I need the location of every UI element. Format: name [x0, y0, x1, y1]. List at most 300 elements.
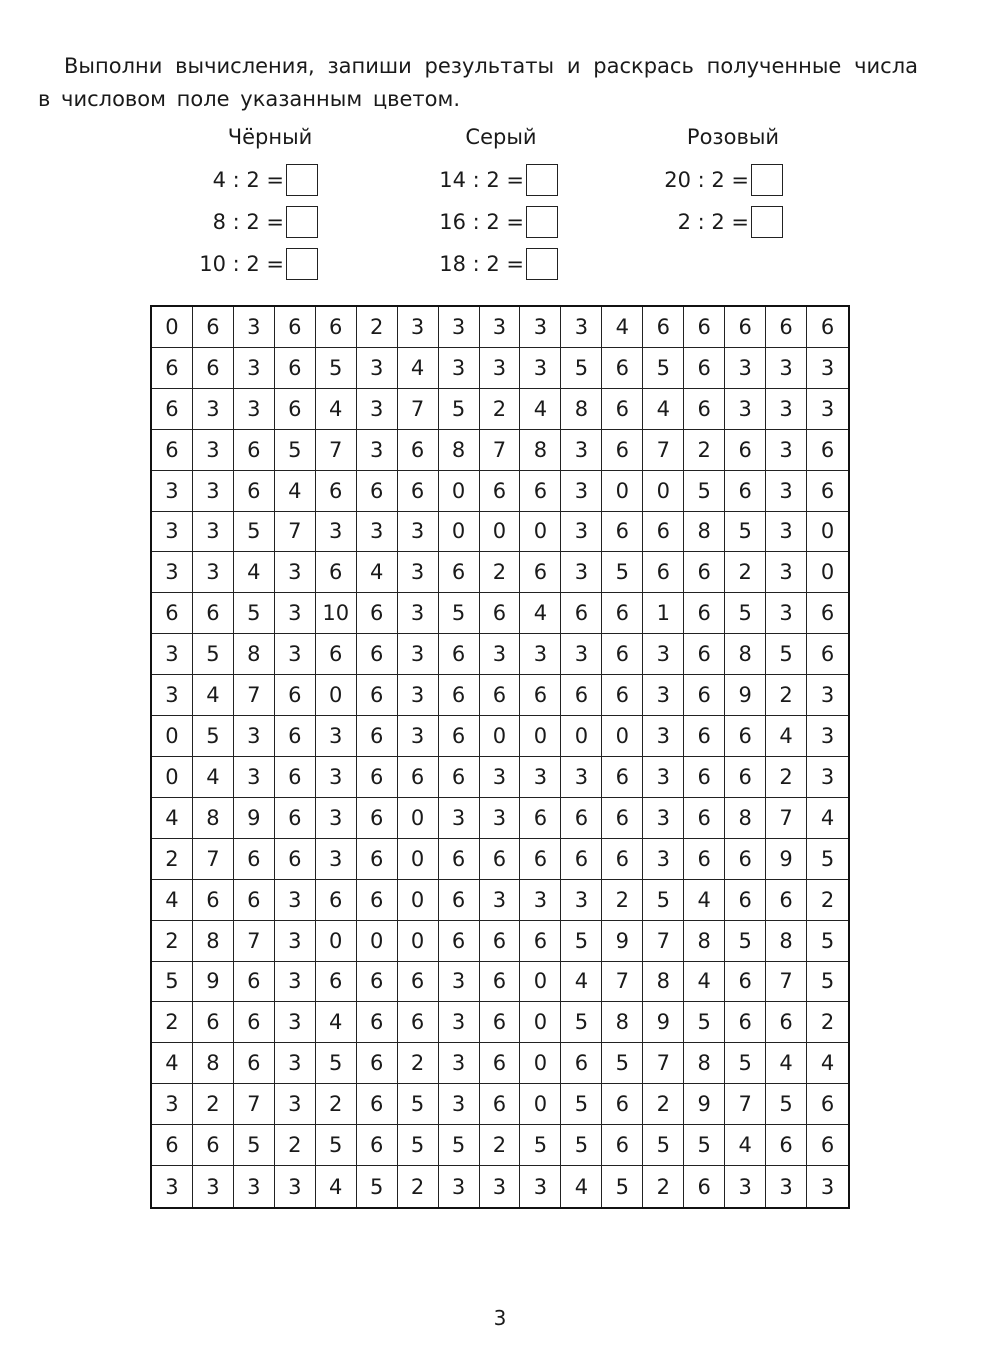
grid-cell[interactable]: 6	[480, 839, 521, 880]
grid-cell[interactable]: 3	[316, 798, 357, 839]
grid-cell[interactable]: 6	[234, 962, 275, 1003]
grid-cell[interactable]: 6	[439, 634, 480, 675]
grid-cell[interactable]: 0	[316, 921, 357, 962]
grid-cell[interactable]: 2	[643, 1166, 684, 1207]
grid-cell[interactable]: 5	[561, 1002, 602, 1043]
grid-cell[interactable]: 0	[398, 880, 439, 921]
grid-cell[interactable]: 5	[439, 593, 480, 634]
grid-cell[interactable]: 7	[234, 921, 275, 962]
grid-cell[interactable]: 4	[193, 757, 234, 798]
grid-cell[interactable]: 1	[643, 593, 684, 634]
grid-cell[interactable]: 6	[357, 634, 398, 675]
grid-cell[interactable]: 5	[561, 1084, 602, 1125]
grid-cell[interactable]: 0	[316, 675, 357, 716]
answer-box[interactable]	[526, 164, 558, 196]
grid-cell[interactable]: 3	[398, 675, 439, 716]
grid-cell[interactable]: 6	[480, 921, 521, 962]
grid-cell[interactable]: 6	[357, 1002, 398, 1043]
grid-cell[interactable]: 3	[357, 348, 398, 389]
grid-cell[interactable]: 6	[357, 1084, 398, 1125]
grid-cell[interactable]: 8	[725, 798, 766, 839]
grid-cell[interactable]: 6	[684, 839, 725, 880]
grid-cell[interactable]: 3	[152, 1084, 193, 1125]
grid-cell[interactable]: 6	[807, 1084, 848, 1125]
grid-cell[interactable]: 3	[643, 634, 684, 675]
grid-cell[interactable]: 2	[480, 1125, 521, 1166]
grid-cell[interactable]: 3	[193, 552, 234, 593]
grid-cell[interactable]: 7	[480, 430, 521, 471]
grid-cell[interactable]: 5	[152, 962, 193, 1003]
grid-cell[interactable]: 6	[439, 839, 480, 880]
grid-cell[interactable]: 6	[725, 716, 766, 757]
grid-cell[interactable]: 8	[766, 921, 807, 962]
grid-cell[interactable]: 0	[561, 716, 602, 757]
grid-cell[interactable]: 2	[316, 1084, 357, 1125]
grid-cell[interactable]: 3	[316, 839, 357, 880]
grid-cell[interactable]: 6	[480, 1084, 521, 1125]
grid-cell[interactable]: 3	[643, 716, 684, 757]
grid-cell[interactable]: 3	[480, 880, 521, 921]
grid-cell[interactable]: 8	[725, 634, 766, 675]
grid-cell[interactable]: 3	[520, 757, 561, 798]
grid-cell[interactable]: 6	[725, 1002, 766, 1043]
grid-cell[interactable]: 6	[275, 839, 316, 880]
grid-cell[interactable]: 6	[602, 675, 643, 716]
grid-cell[interactable]: 3	[725, 1166, 766, 1207]
grid-cell[interactable]: 5	[561, 1125, 602, 1166]
grid-cell[interactable]: 10	[316, 593, 357, 634]
grid-cell[interactable]: 6	[602, 389, 643, 430]
answer-box[interactable]	[286, 248, 318, 280]
grid-cell[interactable]: 6	[193, 1002, 234, 1043]
grid-cell[interactable]: 3	[193, 389, 234, 430]
grid-cell[interactable]: 6	[684, 634, 725, 675]
grid-cell[interactable]: 0	[520, 512, 561, 553]
grid-cell[interactable]: 3	[725, 389, 766, 430]
grid-cell[interactable]: 2	[152, 839, 193, 880]
grid-cell[interactable]: 3	[439, 798, 480, 839]
grid-cell[interactable]: 3	[152, 1166, 193, 1207]
grid-cell[interactable]: 2	[643, 1084, 684, 1125]
grid-cell[interactable]: 3	[275, 552, 316, 593]
grid-cell[interactable]: 2	[152, 1002, 193, 1043]
grid-cell[interactable]: 7	[643, 921, 684, 962]
grid-cell[interactable]: 7	[643, 1043, 684, 1084]
grid-cell[interactable]: 2	[602, 880, 643, 921]
grid-cell[interactable]: 6	[275, 798, 316, 839]
grid-cell[interactable]: 3	[275, 921, 316, 962]
grid-cell[interactable]: 6	[807, 307, 848, 348]
grid-cell[interactable]: 6	[520, 471, 561, 512]
grid-cell[interactable]: 3	[807, 675, 848, 716]
grid-cell[interactable]: 6	[316, 962, 357, 1003]
grid-cell[interactable]: 0	[520, 716, 561, 757]
grid-cell[interactable]: 6	[520, 552, 561, 593]
grid-cell[interactable]: 8	[234, 634, 275, 675]
grid-cell[interactable]: 4	[316, 1002, 357, 1043]
grid-cell[interactable]: 2	[766, 675, 807, 716]
grid-cell[interactable]: 3	[152, 471, 193, 512]
grid-cell[interactable]: 9	[193, 962, 234, 1003]
grid-cell[interactable]: 6	[234, 1002, 275, 1043]
grid-cell[interactable]: 3	[439, 1043, 480, 1084]
grid-cell[interactable]: 6	[480, 593, 521, 634]
grid-cell[interactable]: 5	[684, 1125, 725, 1166]
grid-cell[interactable]: 4	[152, 798, 193, 839]
grid-cell[interactable]: 6	[357, 716, 398, 757]
grid-cell[interactable]: 2	[357, 307, 398, 348]
grid-cell[interactable]: 5	[602, 552, 643, 593]
grid-cell[interactable]: 6	[234, 430, 275, 471]
grid-cell[interactable]: 6	[725, 839, 766, 880]
grid-cell[interactable]: 5	[316, 1043, 357, 1084]
grid-cell[interactable]: 6	[480, 471, 521, 512]
grid-cell[interactable]: 3	[275, 962, 316, 1003]
grid-cell[interactable]: 9	[725, 675, 766, 716]
grid-cell[interactable]: 3	[766, 1166, 807, 1207]
grid-cell[interactable]: 3	[766, 348, 807, 389]
grid-cell[interactable]: 5	[807, 962, 848, 1003]
grid-cell[interactable]: 4	[807, 798, 848, 839]
grid-cell[interactable]: 3	[480, 757, 521, 798]
grid-cell[interactable]: 5	[602, 1166, 643, 1207]
grid-cell[interactable]: 3	[439, 962, 480, 1003]
grid-cell[interactable]: 6	[643, 552, 684, 593]
grid-cell[interactable]: 6	[357, 675, 398, 716]
grid-cell[interactable]: 5	[643, 1125, 684, 1166]
grid-cell[interactable]: 6	[561, 675, 602, 716]
grid-cell[interactable]: 3	[398, 593, 439, 634]
grid-cell[interactable]: 5	[439, 389, 480, 430]
grid-cell[interactable]: 6	[234, 1043, 275, 1084]
grid-cell[interactable]: 3	[561, 512, 602, 553]
grid-cell[interactable]: 5	[316, 1125, 357, 1166]
grid-cell[interactable]: 0	[398, 798, 439, 839]
grid-cell[interactable]: 0	[602, 716, 643, 757]
grid-cell[interactable]: 3	[316, 716, 357, 757]
grid-cell[interactable]: 0	[357, 921, 398, 962]
grid-cell[interactable]: 6	[561, 798, 602, 839]
grid-cell[interactable]: 5	[357, 1166, 398, 1207]
grid-cell[interactable]: 6	[602, 757, 643, 798]
grid-cell[interactable]: 6	[602, 1084, 643, 1125]
grid-cell[interactable]: 9	[643, 1002, 684, 1043]
grid-cell[interactable]: 3	[439, 307, 480, 348]
grid-cell[interactable]: 9	[602, 921, 643, 962]
grid-cell[interactable]: 4	[561, 1166, 602, 1207]
grid-cell[interactable]: 6	[684, 675, 725, 716]
grid-cell[interactable]: 3	[520, 348, 561, 389]
grid-cell[interactable]: 6	[807, 593, 848, 634]
grid-cell[interactable]: 4	[357, 552, 398, 593]
grid-cell[interactable]: 6	[480, 962, 521, 1003]
grid-cell[interactable]: 2	[684, 430, 725, 471]
grid-cell[interactable]: 6	[480, 1002, 521, 1043]
grid-cell[interactable]: 3	[520, 880, 561, 921]
grid-cell[interactable]: 6	[725, 430, 766, 471]
grid-cell[interactable]: 6	[439, 880, 480, 921]
answer-box[interactable]	[526, 248, 558, 280]
grid-cell[interactable]: 4	[725, 1125, 766, 1166]
grid-cell[interactable]: 8	[643, 962, 684, 1003]
grid-cell[interactable]: 6	[439, 716, 480, 757]
grid-cell[interactable]: 8	[520, 430, 561, 471]
grid-cell[interactable]: 6	[643, 512, 684, 553]
grid-cell[interactable]: 6	[520, 798, 561, 839]
grid-cell[interactable]: 0	[152, 757, 193, 798]
grid-cell[interactable]: 3	[766, 593, 807, 634]
grid-cell[interactable]: 3	[152, 675, 193, 716]
grid-cell[interactable]: 7	[602, 962, 643, 1003]
grid-cell[interactable]: 2	[807, 1002, 848, 1043]
grid-cell[interactable]: 6	[725, 757, 766, 798]
grid-cell[interactable]: 6	[398, 962, 439, 1003]
grid-cell[interactable]: 6	[561, 1043, 602, 1084]
grid-cell[interactable]: 6	[152, 389, 193, 430]
grid-cell[interactable]: 6	[766, 1125, 807, 1166]
grid-cell[interactable]: 7	[275, 512, 316, 553]
grid-cell[interactable]: 5	[398, 1084, 439, 1125]
grid-cell[interactable]: 3	[357, 430, 398, 471]
grid-cell[interactable]: 6	[602, 1125, 643, 1166]
grid-cell[interactable]: 6	[684, 1166, 725, 1207]
grid-cell[interactable]: 6	[602, 839, 643, 880]
grid-cell[interactable]: 6	[316, 471, 357, 512]
grid-cell[interactable]: 6	[193, 307, 234, 348]
grid-cell[interactable]: 0	[602, 471, 643, 512]
grid-cell[interactable]: 3	[193, 471, 234, 512]
grid-cell[interactable]: 3	[398, 307, 439, 348]
grid-cell[interactable]: 6	[193, 593, 234, 634]
grid-cell[interactable]: 2	[480, 389, 521, 430]
grid-cell[interactable]: 3	[807, 348, 848, 389]
grid-cell[interactable]: 2	[766, 757, 807, 798]
grid-cell[interactable]: 6	[520, 921, 561, 962]
grid-cell[interactable]: 6	[357, 593, 398, 634]
answer-box[interactable]	[286, 206, 318, 238]
grid-cell[interactable]: 0	[152, 716, 193, 757]
grid-cell[interactable]: 5	[725, 512, 766, 553]
grid-cell[interactable]: 0	[152, 307, 193, 348]
grid-cell[interactable]: 6	[398, 471, 439, 512]
grid-cell[interactable]: 3	[643, 757, 684, 798]
grid-cell[interactable]: 3	[234, 348, 275, 389]
grid-cell[interactable]: 3	[193, 430, 234, 471]
grid-cell[interactable]: 3	[398, 634, 439, 675]
grid-cell[interactable]: 8	[684, 1043, 725, 1084]
grid-cell[interactable]: 3	[807, 716, 848, 757]
grid-cell[interactable]: 8	[684, 512, 725, 553]
grid-cell[interactable]: 5	[643, 348, 684, 389]
grid-cell[interactable]: 7	[234, 1084, 275, 1125]
grid-cell[interactable]: 2	[398, 1043, 439, 1084]
grid-cell[interactable]: 3	[275, 593, 316, 634]
grid-cell[interactable]: 6	[766, 880, 807, 921]
grid-cell[interactable]: 6	[807, 430, 848, 471]
grid-cell[interactable]: 3	[275, 1166, 316, 1207]
grid-cell[interactable]: 3	[520, 307, 561, 348]
grid-cell[interactable]: 3	[152, 634, 193, 675]
grid-cell[interactable]: 6	[275, 389, 316, 430]
grid-cell[interactable]: 3	[561, 634, 602, 675]
grid-cell[interactable]: 3	[398, 552, 439, 593]
grid-cell[interactable]: 5	[725, 593, 766, 634]
grid-cell[interactable]: 6	[152, 348, 193, 389]
grid-cell[interactable]: 6	[561, 593, 602, 634]
grid-cell[interactable]: 6	[275, 675, 316, 716]
grid-cell[interactable]: 5	[234, 512, 275, 553]
grid-cell[interactable]: 5	[807, 839, 848, 880]
grid-cell[interactable]: 4	[152, 1043, 193, 1084]
grid-cell[interactable]: 0	[480, 716, 521, 757]
grid-cell[interactable]: 3	[193, 1166, 234, 1207]
grid-cell[interactable]: 6	[357, 798, 398, 839]
grid-cell[interactable]: 5	[520, 1125, 561, 1166]
grid-cell[interactable]: 6	[520, 675, 561, 716]
grid-cell[interactable]: 6	[234, 471, 275, 512]
grid-cell[interactable]: 3	[480, 798, 521, 839]
grid-cell[interactable]: 6	[684, 757, 725, 798]
grid-cell[interactable]: 0	[807, 512, 848, 553]
grid-cell[interactable]: 4	[398, 348, 439, 389]
grid-cell[interactable]: 8	[684, 921, 725, 962]
grid-cell[interactable]: 6	[684, 307, 725, 348]
grid-cell[interactable]: 3	[807, 389, 848, 430]
grid-cell[interactable]: 6	[316, 307, 357, 348]
grid-cell[interactable]: 0	[480, 512, 521, 553]
grid-cell[interactable]: 6	[725, 962, 766, 1003]
grid-cell[interactable]: 3	[643, 798, 684, 839]
grid-cell[interactable]: 0	[439, 471, 480, 512]
grid-cell[interactable]: 6	[807, 634, 848, 675]
grid-cell[interactable]: 3	[439, 348, 480, 389]
grid-cell[interactable]: 4	[684, 880, 725, 921]
grid-cell[interactable]: 6	[357, 880, 398, 921]
grid-cell[interactable]: 6	[357, 1043, 398, 1084]
grid-cell[interactable]: 3	[275, 1084, 316, 1125]
grid-cell[interactable]: 7	[766, 798, 807, 839]
grid-cell[interactable]: 3	[234, 716, 275, 757]
grid-cell[interactable]: 6	[275, 307, 316, 348]
grid-cell[interactable]: 4	[316, 389, 357, 430]
grid-cell[interactable]: 4	[520, 389, 561, 430]
grid-cell[interactable]: 6	[725, 471, 766, 512]
grid-cell[interactable]: 3	[275, 1002, 316, 1043]
grid-cell[interactable]: 3	[766, 512, 807, 553]
grid-cell[interactable]: 5	[766, 634, 807, 675]
grid-cell[interactable]: 3	[807, 757, 848, 798]
answer-box[interactable]	[526, 206, 558, 238]
grid-cell[interactable]: 2	[193, 1084, 234, 1125]
grid-cell[interactable]: 6	[193, 1125, 234, 1166]
grid-cell[interactable]: 6	[766, 307, 807, 348]
grid-cell[interactable]: 6	[193, 348, 234, 389]
grid-cell[interactable]: 0	[398, 839, 439, 880]
grid-cell[interactable]: 6	[398, 430, 439, 471]
grid-cell[interactable]: 5	[725, 921, 766, 962]
grid-cell[interactable]: 0	[439, 512, 480, 553]
grid-cell[interactable]: 3	[152, 512, 193, 553]
grid-cell[interactable]: 6	[602, 430, 643, 471]
grid-cell[interactable]: 4	[684, 962, 725, 1003]
grid-cell[interactable]: 6	[684, 593, 725, 634]
grid-cell[interactable]: 4	[520, 593, 561, 634]
grid-cell[interactable]: 0	[520, 962, 561, 1003]
grid-cell[interactable]: 3	[766, 552, 807, 593]
grid-cell[interactable]: 3	[275, 880, 316, 921]
grid-cell[interactable]: 6	[480, 1043, 521, 1084]
grid-cell[interactable]: 6	[357, 839, 398, 880]
grid-cell[interactable]: 8	[439, 430, 480, 471]
grid-cell[interactable]: 0	[520, 1002, 561, 1043]
grid-cell[interactable]: 6	[766, 1002, 807, 1043]
grid-cell[interactable]: 6	[234, 880, 275, 921]
grid-cell[interactable]: 3	[275, 634, 316, 675]
grid-cell[interactable]: 3	[275, 1043, 316, 1084]
grid-cell[interactable]: 6	[684, 389, 725, 430]
grid-cell[interactable]: 7	[766, 962, 807, 1003]
grid-cell[interactable]: 3	[520, 1166, 561, 1207]
grid-cell[interactable]: 6	[439, 921, 480, 962]
grid-cell[interactable]: 6	[152, 430, 193, 471]
grid-cell[interactable]: 6	[234, 839, 275, 880]
grid-cell[interactable]: 3	[725, 348, 766, 389]
grid-cell[interactable]: 6	[602, 798, 643, 839]
grid-cell[interactable]: 6	[602, 512, 643, 553]
grid-cell[interactable]: 6	[357, 471, 398, 512]
grid-cell[interactable]: 3	[561, 880, 602, 921]
grid-cell[interactable]: 6	[152, 1125, 193, 1166]
grid-cell[interactable]: 7	[193, 839, 234, 880]
grid-cell[interactable]: 0	[520, 1084, 561, 1125]
grid-cell[interactable]: 6	[684, 552, 725, 593]
grid-cell[interactable]: 6	[439, 757, 480, 798]
grid-cell[interactable]: 5	[602, 1043, 643, 1084]
grid-cell[interactable]: 5	[766, 1084, 807, 1125]
grid-cell[interactable]: 4	[807, 1043, 848, 1084]
grid-cell[interactable]: 6	[316, 634, 357, 675]
grid-cell[interactable]: 9	[234, 798, 275, 839]
grid-cell[interactable]: 4	[602, 307, 643, 348]
grid-cell[interactable]: 6	[357, 962, 398, 1003]
grid-cell[interactable]: 6	[643, 307, 684, 348]
grid-cell[interactable]: 3	[766, 471, 807, 512]
grid-cell[interactable]: 5	[316, 348, 357, 389]
grid-cell[interactable]: 7	[398, 389, 439, 430]
grid-cell[interactable]: 6	[152, 593, 193, 634]
grid-cell[interactable]: 4	[275, 471, 316, 512]
grid-cell[interactable]: 6	[398, 757, 439, 798]
grid-cell[interactable]: 4	[561, 962, 602, 1003]
grid-cell[interactable]: 3	[820, 1174, 835, 1199]
grid-cell[interactable]: 6	[602, 593, 643, 634]
grid-cell[interactable]: 5	[643, 880, 684, 921]
grid-cell[interactable]: 4	[152, 880, 193, 921]
grid-cell[interactable]: 3	[480, 348, 521, 389]
grid-cell[interactable]: 4	[234, 552, 275, 593]
grid-cell[interactable]: 3	[439, 1166, 480, 1207]
grid-cell[interactable]: 0	[520, 1043, 561, 1084]
grid-cell[interactable]: 6	[439, 675, 480, 716]
grid-cell[interactable]: 5	[234, 1125, 275, 1166]
grid-cell[interactable]: 8	[193, 1043, 234, 1084]
grid-cell[interactable]: 6	[439, 552, 480, 593]
grid-cell[interactable]: 6	[357, 757, 398, 798]
grid-cell[interactable]: 8	[561, 389, 602, 430]
grid-cell[interactable]: 2	[480, 552, 521, 593]
grid-cell[interactable]: 2	[275, 1125, 316, 1166]
grid-cell[interactable]: 5	[275, 430, 316, 471]
